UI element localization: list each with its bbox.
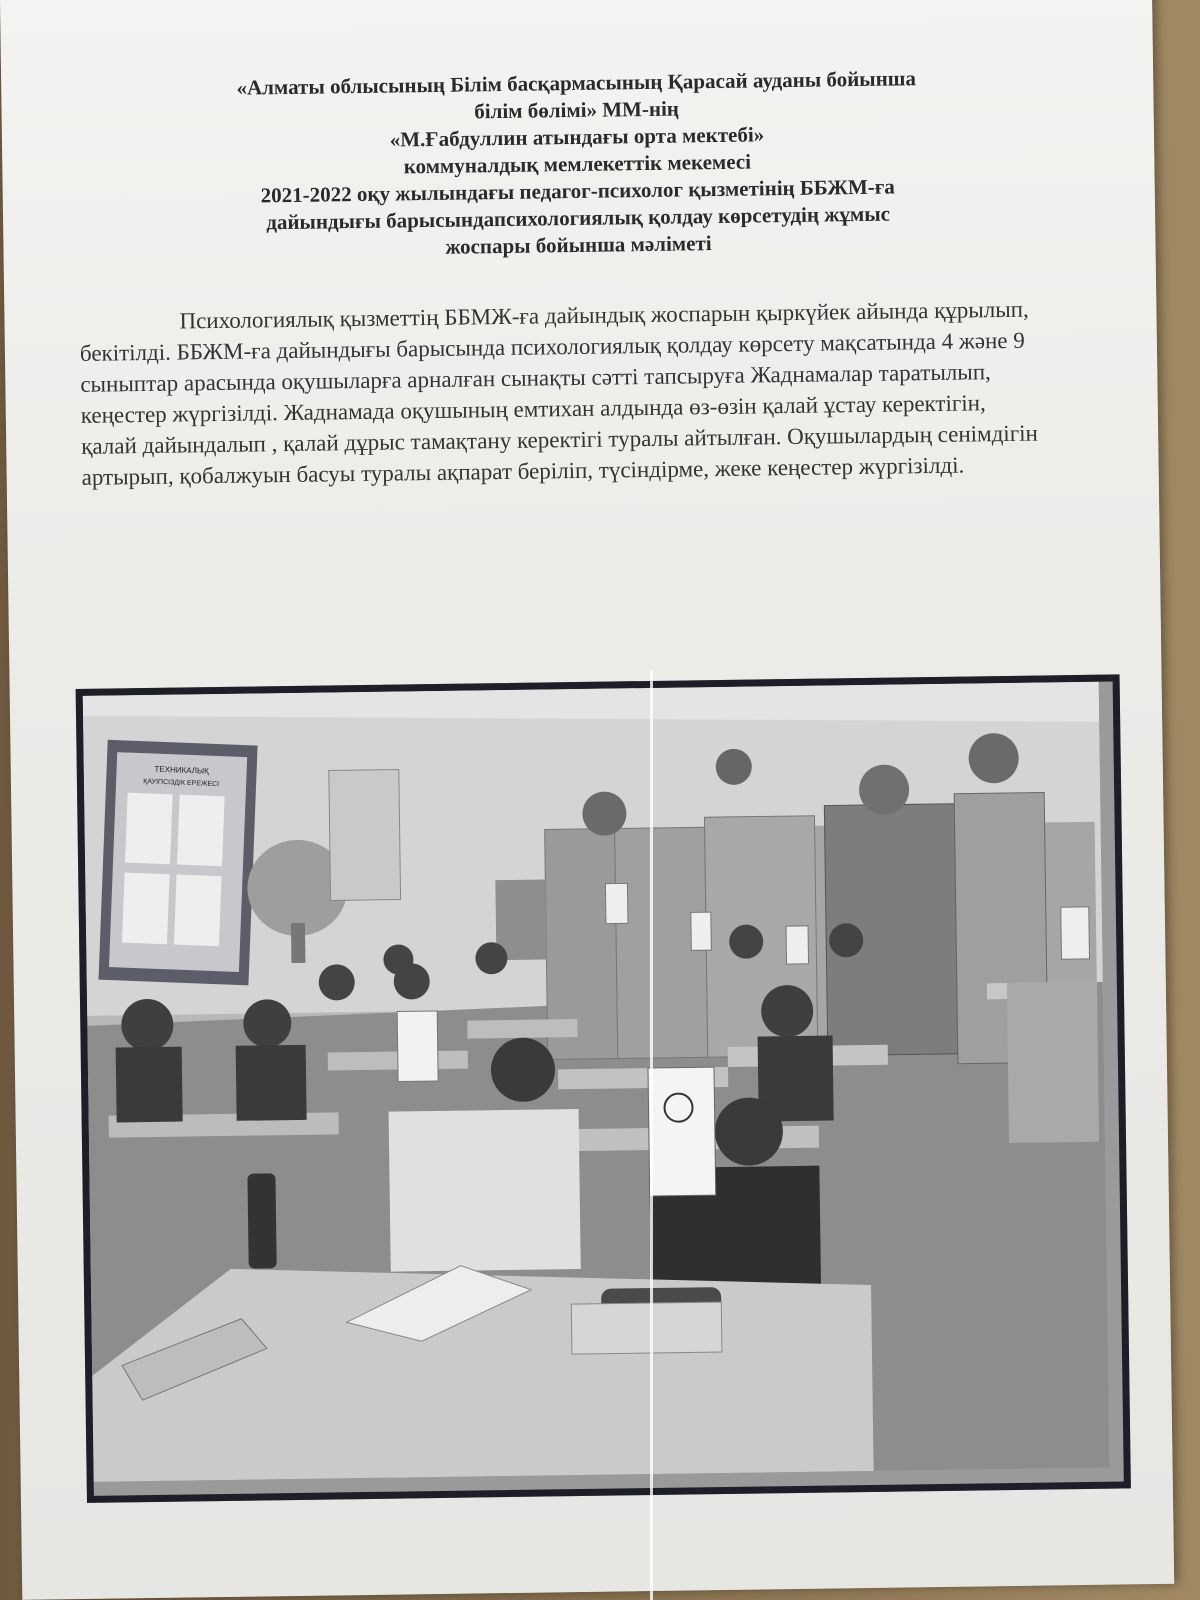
heading-line: жоспары бойынша мәліметі — [445, 231, 712, 259]
heading-line: «М.Ғабдуллин атындағы орта мектебі» — [389, 122, 765, 152]
safety-poster — [95, 738, 261, 988]
classroom-photo-illustration — [83, 682, 1110, 1482]
paper-fold-line — [650, 670, 653, 1600]
wall-poster — [329, 770, 401, 901]
heading-line: 2021-2022 оқу жылындағы педагог-психолог қызметінің ББЖМ-ға — [260, 174, 895, 208]
poster-title-1: ТЕХНИКАЛЫҚ — [154, 764, 209, 776]
body-paragraph-block — [79, 294, 1042, 493]
classroom-photo — [76, 674, 1131, 1502]
poster-title-2: ҚАУІПСІЗДІК ЕРЕЖЕСІ — [143, 778, 220, 789]
right-desks — [1007, 982, 1099, 1143]
heading-line: «Алматы облысының Білім басқармасының Қарасай ауданы бойынша — [236, 66, 917, 100]
body-paragraph: Психологиялық қызметтің ББМЖ-ға дайындық жоспарын қыркүйек айында құрылып, бекітілді. ББЖМ-ға дайындығы барысында психологиялық қолдау көрсету мақсатында 4 және 9 сыныптар арасында оқушыларға арналған сынақты сәтті тапсыруға Жаднамалар таратылып, кеңестер жүргізілді. Жаднамада оқушының емтихан алдында өз-өзін қалай ұстау керектігін, қалай дайындалып , қалай дұрыс тамақтану керектігі туралы айтылған. Оқушылардың сенімдігін артырып, қобалжуын басуы туралы ақпарат беріліп, түсіндірме, жеке кеңестер жүргізілді. — [79, 296, 1039, 490]
heading-line: коммуналдық мемлекеттік мекемесі — [403, 149, 752, 179]
document-heading — [111, 63, 1044, 265]
heading-line: дайындығы барысындапсихологиялық қолдау көрсетудің жұмыс — [266, 201, 891, 235]
heading-line: білім бөлімі» ММ-нің — [474, 96, 680, 124]
